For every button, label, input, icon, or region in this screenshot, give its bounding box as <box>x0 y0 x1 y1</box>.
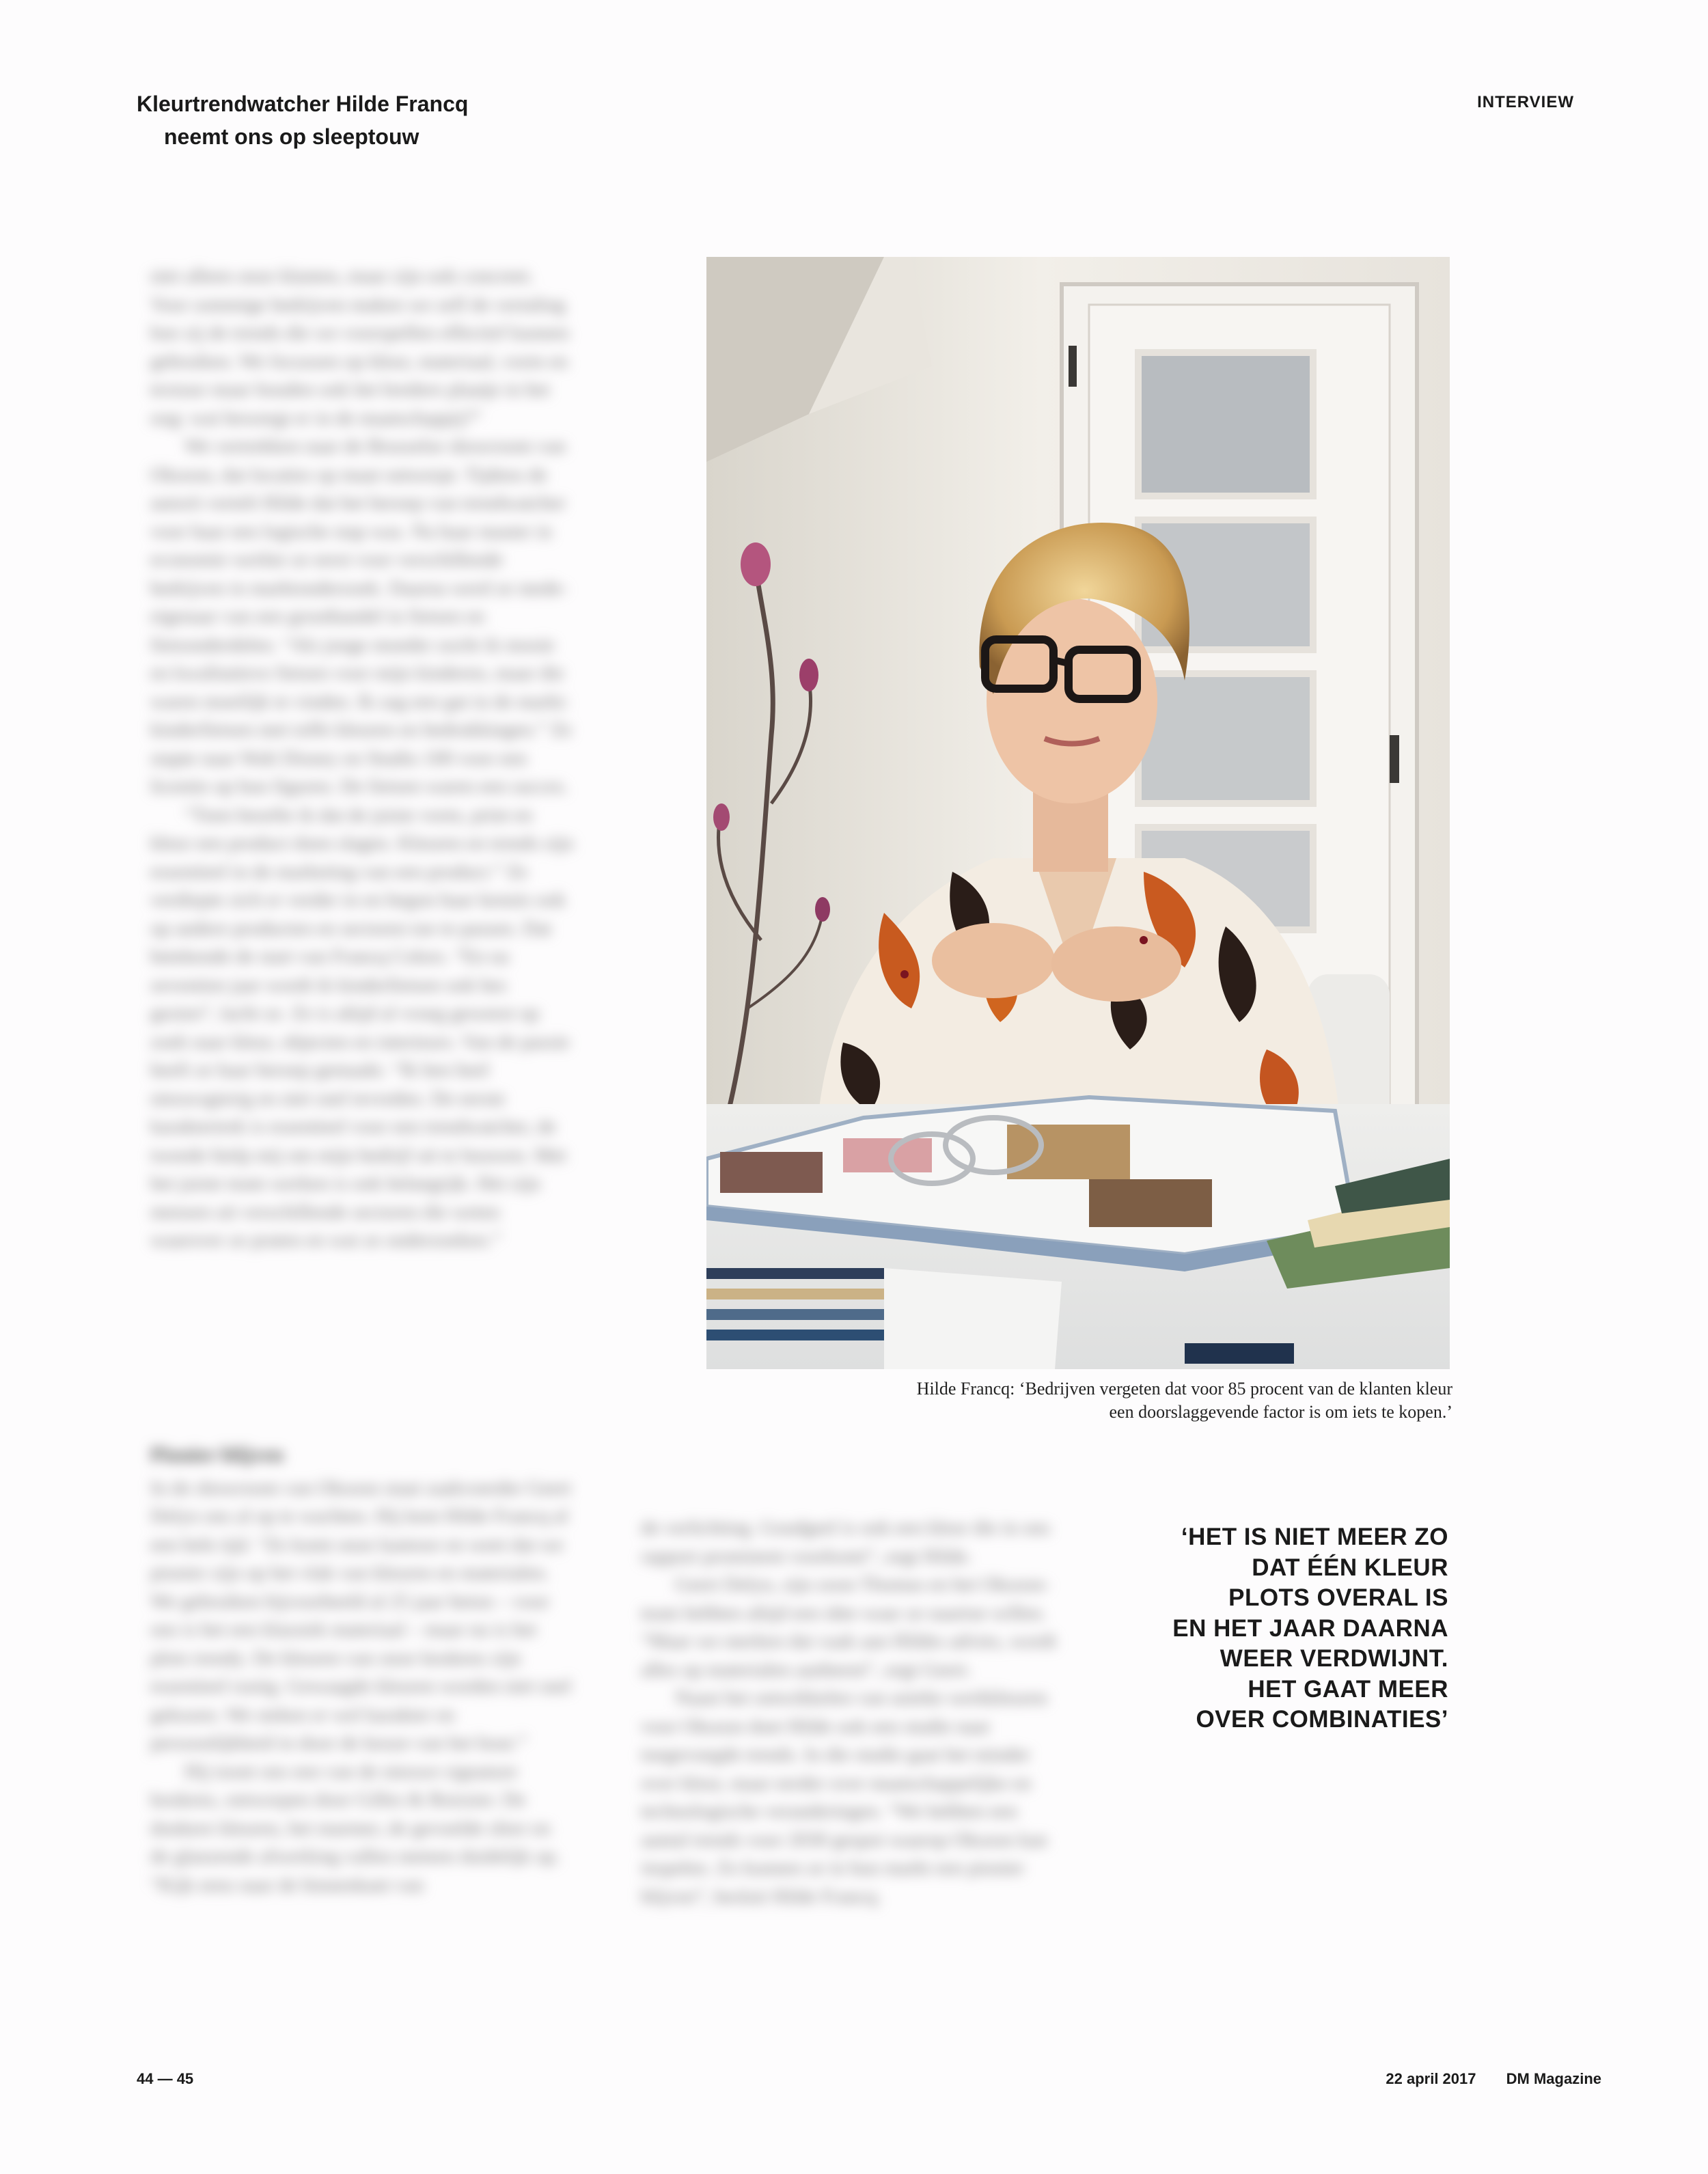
body-paragraph: We vertrekken naar de Brusselse showroom van Oksoon, dat locaties op maat ontwerpt. Tijdens de autorit vertelt Hilde dat het beroep van trendwatcher voor haar een logische stap was. Na haar master in economie werkte ze eerst voor verschillende bedrijven in marktonderzoek. Daarna werd ze mede-eigenaar van een groothandel in fietsen en fietsonderdelen. “Als jonge moeder zocht ik mooie en kwalitatieve fietsen voor mijn kinderen, maar die waren moeilijk te vinden. Ik zag een gat in de markt: kinderfietsen met toffe kleuren en bedrukkingen.” Ze stapte naar Walt Disney en Studio 100 voor een licentie op hun figuren. De fietsen waren een succes. <box>150 435 573 797</box>
header-title-line-1: Kleurtrendwatcher Hilde Francq <box>137 92 469 116</box>
pull-quote-line: EN HET JAAR DAARNA <box>1172 1614 1448 1642</box>
pull-quote-line: OVER COMBINATIES’ <box>1196 1706 1448 1733</box>
body-column-2 <box>150 1422 574 1899</box>
portrait-photo <box>706 257 1450 1369</box>
header-title-line-2: neemt ons op sleeptouw <box>164 124 419 149</box>
issue-date: 22 april 2017 <box>1386 2070 1476 2087</box>
pull-quote-line: ‘HET IS NIET MEER ZO <box>1181 1524 1448 1550</box>
body-paragraph: In de showroom van Oksoon staat zaakvoerder Geert Delyn ons al op te wachten. Hij kent Hilde Francq al een hele tijd. “Ze komt onze kantoor en weet dat we pionier zijn op het vlak van kleuren en materialen. We gebruiken bijvoorbeeld al 25 jaar beton – voor ons is het een klassiek materiaal – maar nu is het plots trendy. De kleuren van onze keukens zijn essentieel rustig. Gewaagde kleuren worden niet snel gekozen. We steken er wel karakter en persoonlijkheid in door de keuze van het hout.” <box>150 1476 572 1754</box>
body-paragraph: de verlichting. Goudgeel is ook een kleur die in ons rapport prominent voorkomt”, zegt Hilde. <box>641 1517 1051 1567</box>
pull-quote-line: HET GAAT MEER <box>1248 1675 1448 1703</box>
pull-quote <box>1148 1522 1448 1735</box>
magazine-name: DM Magazine <box>1506 2070 1601 2087</box>
photo-illustration <box>706 257 1450 1369</box>
section-label: INTERVIEW <box>1477 93 1574 111</box>
body-paragraph: niet alleen onze klanten, maar zijn ook concreet. Voor sommige bedrijven maken we zelf de vertaling hoe zij de trends die we voorspellen effectief kunnen gebruiken. We focussen op kleur, materiaal, vorm en textuur maar houden ook het bredere plaatje in het oog: wat beweegt er in de maatschappij?” <box>150 265 570 429</box>
body-column-1 <box>150 262 574 1255</box>
body-paragraph: Naast het ontwikkelen van unieke werkkleuren voor Oksoon doet Hilde ook een studie naar toegevoegde trends. In die studie gaat het minder over kleur, maar eerder over maatschappelijke en technologische veranderingen. “We hebben een aantal trends voor 2030 gespot waarop Oksoon kan inspelen. Zo kunnen ze in hun markt een pionier blijven”, besluit Hilde Francq. <box>641 1687 1048 1908</box>
pull-quote-line: DAT ÉÉN KLEUR <box>1252 1554 1448 1581</box>
body-paragraph: Hij toont ons een van de nieuwe signature keukens, ontworpen door Gilles & Boissier. De donkere kleuren, het marmer, de gevoelde sfeer en de glanzende afwerking vallen meteen duidelijk op. “Kijk eens naar de binnenkant van <box>150 1760 560 1896</box>
subheading: Pionier blijven <box>150 1442 284 1466</box>
caption-line-1: Hilde Francq: ‘Bedrijven vergeten dat voor 85 procent van de klanten kleur <box>916 1379 1452 1399</box>
page-numbers: 44 — 45 <box>137 2070 194 2087</box>
body-paragraph: “Toen besefte ik dat de juiste vorm, print en kleur een product doen slagen. Kleuren en trends zijn essentieel in de marketing van een product.” Ze verdiepte zich er verder in en begon haar kennis ook op andere producten en sectoren toe te passen. Dat betekende de start van Francq Colors. “En na zeventien jaar wordt ik kinderfietsen ook bes gezien”, lacht ze. Ze is altijd al vroeg geweest op zoek naar kleur, objecten en interieurs. Van de passie heeft ze haar beroep gemaakt. “Ik ben heel nieuwsgierig en niet snel tevreden. De eerste karaktertrek is essentieel voor een trendwatcher, de tweede hielp mij om mijn bedrijf uit te bouwen. Met het juiste team werken is ook belangrijk. Het zijn mensen uit verschillende sectoren die weten waarover ze praten en wat ze onderzoeken.” <box>150 803 574 1251</box>
caption-line-2: een doorslaggevende factor is om iets te kopen.’ <box>1109 1402 1452 1422</box>
pull-quote-line: PLOTS OVERAL IS <box>1228 1584 1448 1611</box>
article-header-title <box>137 87 468 153</box>
pull-quote-line: WEER VERDWIJNT. <box>1220 1645 1448 1672</box>
body-column-3 <box>641 1514 1064 1911</box>
photo-caption <box>806 1377 1452 1424</box>
body-paragraph: Geert Delyn, zijn zoon Thomas en het Oksoon-team hebben altijd een idee waar ze naartoe willen. “Maar we merken dat vaak aan Hildes advies, wordt alles op materialen aanbeent”, zegt Geert. <box>641 1573 1056 1681</box>
issue-info <box>1386 2070 1601 2088</box>
